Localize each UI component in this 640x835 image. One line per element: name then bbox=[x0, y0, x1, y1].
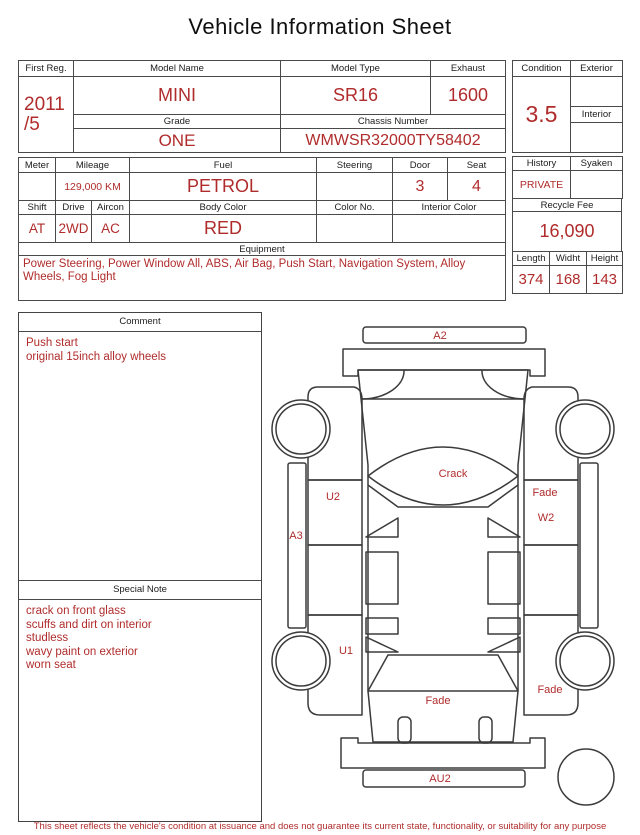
damage-label-fade-rear-right: Fade bbox=[537, 684, 563, 696]
aircon-value: AC bbox=[92, 215, 130, 243]
car-damage-diagram bbox=[268, 315, 640, 815]
interior-color-header: Interior Color bbox=[393, 201, 506, 215]
vehicle-spec-table bbox=[18, 157, 506, 301]
special-note-line: studless bbox=[26, 632, 69, 644]
left-sill-panel bbox=[288, 463, 306, 628]
right-wheel-arch-line bbox=[482, 370, 524, 399]
special-note-line: crack on front glass bbox=[26, 605, 126, 617]
meter-header: Meter bbox=[19, 158, 56, 173]
special-note-body bbox=[19, 600, 261, 821]
door-value: 3 bbox=[393, 173, 448, 201]
right-rear-door-panel bbox=[524, 545, 578, 615]
grade-header: Grade bbox=[74, 115, 281, 129]
comment-header: Comment bbox=[19, 313, 261, 332]
condition-table bbox=[512, 60, 623, 153]
left-wheel-arch-line bbox=[362, 370, 404, 399]
drive-value: 2WD bbox=[56, 215, 92, 243]
damage-label-fade-right: Fade bbox=[532, 487, 558, 499]
damage-label-crack: Crack bbox=[438, 468, 468, 480]
right-tail-lamp bbox=[479, 717, 492, 743]
left-c-pillar bbox=[366, 637, 398, 652]
damage-label-fade-trunk: Fade bbox=[425, 695, 451, 707]
special-note-header: Special Note bbox=[19, 580, 261, 600]
right-sill-panel bbox=[580, 463, 598, 628]
comment-line: Push start bbox=[26, 337, 78, 349]
car-body bbox=[338, 327, 545, 787]
fuel-value: PETROL bbox=[130, 173, 317, 201]
width-header: Widht bbox=[550, 252, 587, 266]
special-note-line: worn seat bbox=[26, 659, 76, 671]
disclaimer-text: This sheet reflects the vehicle's condition at issuance and does not guarantee its current state, functionality, or suitability for any purpose bbox=[33, 821, 607, 832]
left-rear-door-panel bbox=[308, 545, 362, 615]
model-type-header: Model Type bbox=[281, 61, 431, 77]
front-right-wheel-rim bbox=[560, 404, 610, 454]
first-reg-year: 2011 bbox=[24, 93, 65, 115]
interior-value bbox=[571, 123, 623, 153]
history-syaken-table bbox=[512, 156, 623, 199]
exterior-header: Exterior bbox=[571, 61, 623, 77]
interior-color-value bbox=[393, 215, 506, 243]
damage-label-a2: A2 bbox=[433, 330, 447, 342]
color-no-header: Color No. bbox=[317, 201, 393, 215]
equipment-header: Equipment bbox=[19, 243, 506, 256]
rear-bumper bbox=[341, 738, 545, 768]
steering-header: Steering bbox=[317, 158, 393, 173]
right-front-quarter-window bbox=[488, 518, 520, 537]
special-note-line: scuffs and dirt on interior bbox=[26, 618, 152, 631]
first-reg-value bbox=[19, 77, 74, 153]
left-front-door-panel bbox=[308, 480, 362, 545]
model-name-value: MINI bbox=[74, 77, 281, 115]
meter-value bbox=[19, 173, 56, 201]
color-no-value bbox=[317, 215, 393, 243]
seat-header: Seat bbox=[448, 158, 506, 173]
drive-header: Drive bbox=[56, 201, 92, 215]
rear-left-wheel-rim bbox=[276, 636, 326, 686]
recycle-fee-value: 16,090 bbox=[513, 212, 622, 252]
chassis-number-header: Chassis Number bbox=[281, 115, 506, 129]
front-left-wheel-rim bbox=[276, 404, 326, 454]
fees-dimensions-block bbox=[512, 157, 622, 294]
exhaust-value: 1600 bbox=[431, 77, 506, 115]
model-type-value: SR16 bbox=[281, 77, 431, 115]
aircon-header: Aircon bbox=[92, 201, 130, 215]
model-name-header: Model Name bbox=[74, 61, 281, 77]
notes-panel bbox=[18, 312, 262, 822]
body-outline bbox=[358, 370, 528, 742]
damage-label-au2: AU2 bbox=[429, 773, 451, 785]
comment-body bbox=[19, 332, 261, 580]
front-bumper bbox=[343, 349, 545, 376]
shift-value: AT bbox=[19, 215, 56, 243]
width-value: 168 bbox=[550, 266, 587, 294]
page-title: Vehicle Information Sheet bbox=[188, 14, 452, 39]
recycle-fee-header: Recycle Fee bbox=[513, 199, 622, 212]
syaken-value bbox=[571, 171, 623, 199]
damage-label-a3: A3 bbox=[289, 530, 303, 542]
steering-value bbox=[317, 173, 393, 201]
left-front-quarter-window bbox=[366, 518, 398, 537]
history-value: PRIVATE bbox=[513, 171, 571, 199]
right-door-window bbox=[488, 552, 520, 604]
damage-label-u2: U2 bbox=[325, 491, 341, 503]
equipment-value: Power Steering, Power Window All, ABS, Air Bag, Push Start, Navigation System, Alloy Wheels, Fog Light bbox=[19, 256, 506, 301]
grade-value: ONE bbox=[74, 129, 281, 153]
first-reg-month: /5 bbox=[24, 113, 40, 135]
left-tail-lamp bbox=[398, 717, 411, 743]
history-header: History bbox=[513, 157, 571, 171]
condition-header: Condition bbox=[513, 61, 571, 77]
rear-right-wheel-rim bbox=[560, 636, 610, 686]
dimensions-table bbox=[512, 251, 623, 294]
damage-label-w2: W2 bbox=[537, 512, 555, 524]
shift-header: Shift bbox=[19, 201, 56, 215]
comment-line: original 15inch alloy wheels bbox=[26, 350, 166, 363]
exhaust-header: Exhaust bbox=[431, 61, 506, 77]
left-rear-window bbox=[366, 618, 398, 634]
mileage-header: Mileage bbox=[56, 158, 130, 173]
wheels bbox=[272, 400, 614, 805]
exterior-value bbox=[571, 77, 623, 107]
right-c-pillar bbox=[488, 637, 520, 652]
recycle-fee-table bbox=[512, 198, 622, 252]
length-value: 374 bbox=[513, 266, 550, 294]
rear-window bbox=[368, 655, 518, 691]
door-header: Door bbox=[393, 158, 448, 173]
chassis-number-value: WMWSR32000TY58402 bbox=[281, 129, 506, 153]
mileage-value: 129,000 KM bbox=[56, 173, 130, 201]
damage-label-u1: U1 bbox=[338, 645, 354, 657]
body-color-header: Body Color bbox=[130, 201, 317, 215]
fuel-header: Fuel bbox=[130, 158, 317, 173]
right-rear-window bbox=[488, 618, 520, 634]
a-pillars-roof-edge bbox=[368, 485, 518, 507]
special-note-line: wavy paint on exterior bbox=[26, 645, 138, 658]
seat-value: 4 bbox=[448, 173, 506, 201]
syaken-header: Syaken bbox=[571, 157, 623, 171]
body-color-value: RED bbox=[130, 215, 317, 243]
length-header: Length bbox=[513, 252, 550, 266]
condition-score: 3.5 bbox=[513, 77, 571, 153]
interior-header: Interior bbox=[571, 107, 623, 123]
height-header: Height bbox=[587, 252, 623, 266]
height-value: 143 bbox=[587, 266, 623, 294]
vehicle-identity-table bbox=[18, 60, 506, 153]
spare-wheel bbox=[558, 749, 614, 805]
first-reg-header: First Reg. bbox=[19, 61, 74, 77]
left-door-window bbox=[366, 552, 398, 604]
